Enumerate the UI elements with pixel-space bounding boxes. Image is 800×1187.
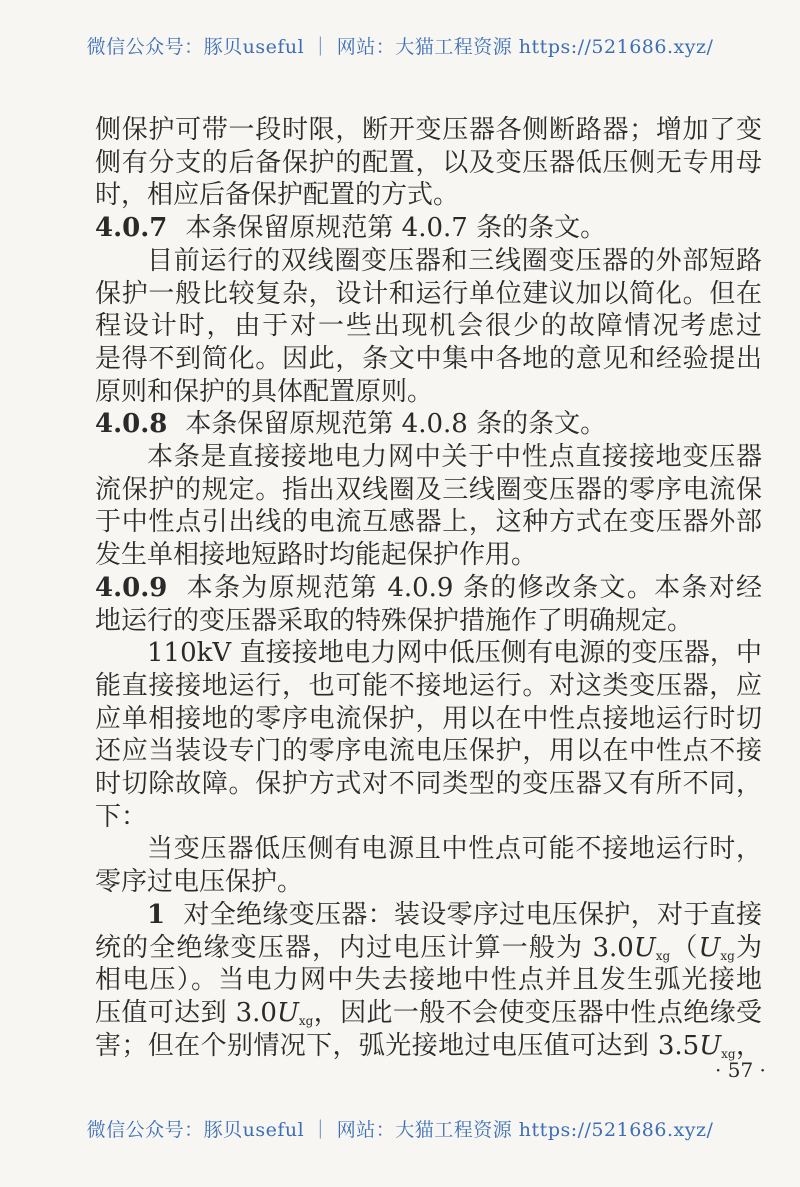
text-line xyxy=(95,245,762,277)
text-line xyxy=(95,572,762,604)
text-line xyxy=(95,801,762,833)
text-run: 地运行的变压器采取的特殊保护措施作了明确规定。 xyxy=(95,605,694,636)
subscript: xg xyxy=(655,948,671,963)
text-line xyxy=(95,474,762,506)
text-line xyxy=(95,899,762,931)
text-run: 零序过电压保护。 xyxy=(95,867,304,898)
text-run: 害；但在个别情况下，弧光接地过电压值可达到 3.5 xyxy=(95,1030,700,1061)
text-line xyxy=(95,1030,762,1062)
clause-number: 4.0.8 xyxy=(95,409,168,440)
text-line xyxy=(95,703,762,735)
text-run: 下： xyxy=(95,801,148,832)
text-run: 本条为原规范第 4.0.9 条的修改条文。本条对经 xyxy=(185,572,762,603)
text-line xyxy=(95,964,762,996)
text-line xyxy=(95,735,762,767)
text-run: 于中性点引出线的电流互感器上，这种方式在变压器外部 xyxy=(95,507,762,538)
text-run: 应单相接地的零序电流保护，用以在中性点接地运行时切 xyxy=(95,703,762,734)
text-run: 程设计时，由于对一些出现机会很少的故障情况考虑过 xyxy=(95,311,762,342)
text-run: ， xyxy=(735,1030,762,1061)
text-run: ，因此一般不会使变压器中性点绝缘受 xyxy=(313,997,762,1028)
text-line xyxy=(95,605,762,637)
symbol: U xyxy=(698,932,721,963)
text-line xyxy=(95,441,762,473)
text-run: 侧保护可带一段时限，断开变压器各侧断路器；增加了变 xyxy=(95,115,762,145)
text-run: 当变压器低压侧有电源且中性点可能不接地运行时， xyxy=(147,834,762,865)
text-run: （ xyxy=(670,932,699,963)
text-run: 统的全绝缘变压器，内过电压计算一般为 3.0 xyxy=(95,932,634,963)
text-run: 时切除故障。保护方式对不同类型的变压器又有所不同， xyxy=(95,769,762,799)
text-line xyxy=(95,147,762,179)
text-line xyxy=(95,670,762,702)
text-run: 原则和保护的具体配置原则。 xyxy=(95,376,434,407)
symbol: U xyxy=(276,997,299,1028)
clause-number: 4.0.9 xyxy=(95,572,168,603)
text-run: 相电压）。当电力网中失去接地中性点并且发生弧光接地 xyxy=(95,965,762,996)
text-line xyxy=(95,866,762,898)
text-line xyxy=(95,637,762,669)
text-line xyxy=(95,310,762,342)
text-run: 侧有分支的后备保护的配置，以及变压器低压侧无专用母 xyxy=(95,147,762,178)
text-line xyxy=(95,212,762,244)
text-line xyxy=(95,376,762,408)
text-line xyxy=(95,408,762,440)
text-run: 能直接接地运行，也可能不接地运行。对这类变压器，应 xyxy=(95,670,762,701)
text-run: 本条是直接接地电力网中关于中性点直接接地变压器 xyxy=(147,442,762,472)
clause-number: 4.0.7 xyxy=(95,213,168,244)
watermark-bottom: 微信公众号：豚贝useful ｜ 网站：大猫工程资源 https://521686.xyz/ xyxy=(86,1119,714,1141)
text-line xyxy=(95,506,762,538)
text-run: 流保护的规定。指出双线圈及三线圈变压器的零序电流保 xyxy=(95,474,762,505)
text-line xyxy=(95,997,762,1029)
text-line xyxy=(95,932,762,964)
text-run: 时，相应后备保护配置的方式。 xyxy=(95,180,460,211)
text-line xyxy=(95,343,762,375)
subscript: xg xyxy=(720,948,735,963)
text-run: 是得不到简化。因此，条文中集中各地的意见和经验提出 xyxy=(95,343,762,374)
text-line xyxy=(95,833,762,865)
text-run: 为 xyxy=(734,932,762,963)
text-run: 保护一般比较复杂，设计和运行单位建议加以简化。但在 xyxy=(95,278,762,309)
subscript: xg xyxy=(298,1013,314,1028)
text-run: 本条保留原规范第 4.0.7 条的条文。 xyxy=(185,213,607,244)
clause-number: 1 xyxy=(147,899,166,930)
text-run: 还应当装设专门的零序电流电压保护，用以在中性点不接 xyxy=(95,736,762,767)
text-run: 目前运行的双线圈变压器和三线圈变压器的外部短路 xyxy=(147,245,762,276)
text-line xyxy=(95,179,762,211)
watermark-top: 微信公众号：豚贝useful ｜ 网站：大猫工程资源 https://521686.xyz/ xyxy=(86,36,714,58)
text-run: 本条保留原规范第 4.0.8 条的条文。 xyxy=(185,409,607,440)
text-line xyxy=(95,114,762,146)
text-run: 发生单相接地短路时均能起保护作用。 xyxy=(95,540,538,571)
text-run: 压值可达到 3.0 xyxy=(95,997,277,1028)
symbol: U xyxy=(633,932,656,963)
subscript: xg xyxy=(721,1046,736,1061)
text-run: 对全绝缘变压器：装设零序过电压保护，对于直接 xyxy=(183,899,762,930)
text-line xyxy=(95,278,762,310)
text-line xyxy=(95,539,762,571)
symbol: U xyxy=(699,1030,722,1061)
text-line xyxy=(95,768,762,800)
text-run: 110kV 直接接地电力网中低压侧有电源的变压器，中 xyxy=(147,638,762,669)
page-number: · 57 · xyxy=(715,1058,766,1082)
